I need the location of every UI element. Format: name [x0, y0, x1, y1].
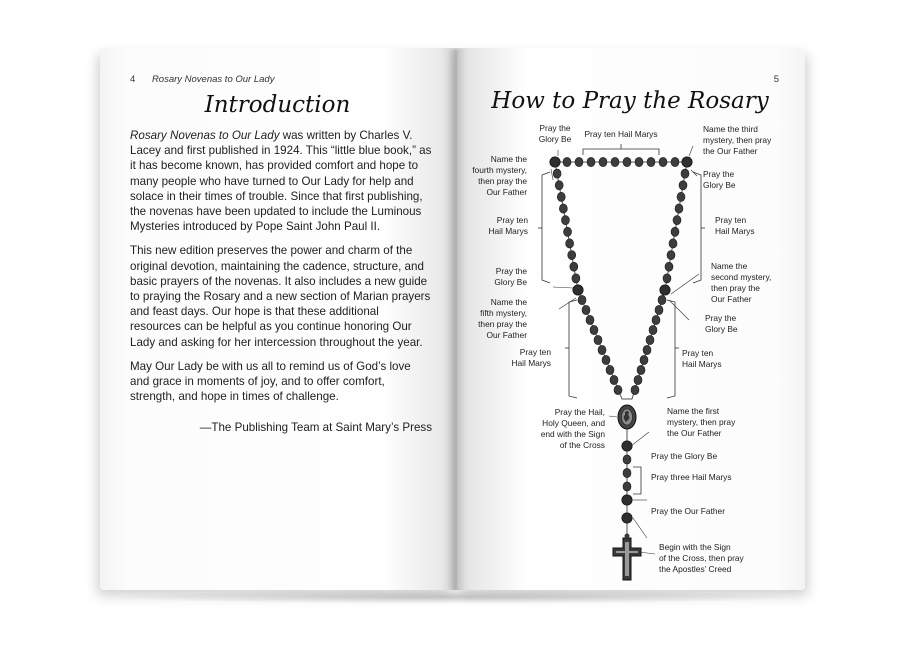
label-hail-holy-queen: Pray the Hail, Holy Queen, and end with the Sign of the Cross [540, 407, 605, 450]
paragraph-3: May Our Lady be with us all to remind us of God’s love and grace in moments of joy, and to offer comfort, strength, and hope in times of challenge. [130, 359, 411, 404]
hail-mary-bead [586, 315, 594, 324]
hail-mary-bead [634, 375, 642, 384]
hail-mary-bead [561, 216, 569, 225]
hail-mary-bead [564, 227, 572, 236]
hail-mary-bead [590, 325, 598, 334]
crucifix-icon [613, 534, 641, 581]
hail-mary-bead [667, 250, 675, 259]
label-ten-left-upper: Pray ten Hail Marys [488, 215, 528, 236]
label-glory-stem: Pray the Glory Be [651, 451, 718, 461]
hail-mary-bead [606, 365, 614, 374]
label-third-mystery: Name the third mystery, then pray the Our Father [703, 124, 772, 156]
hail-mary-bead [659, 157, 667, 166]
left-page-number: 4 [130, 74, 136, 85]
centerpiece-medal [618, 405, 636, 429]
hail-mary-bead [572, 274, 580, 283]
our-father-bead [622, 495, 632, 505]
our-father-bead [682, 157, 692, 167]
rosary-title: How to Pray the Rosary [491, 88, 769, 114]
hail-mary-bead [671, 157, 679, 166]
paragraph-2: This new edition preserves the power and charm of the original devotion, maintaining the cadence, structure, and basic prayers of the novenas. It also includes a new guide to praying the Rosary and a new section of Marian prayers and feast days. Our hope is that these additional resources can be helpful as you continue honoring Our Lady and asking for her intercession throughout the year. [130, 244, 431, 349]
hail-mary-bead [665, 262, 673, 271]
hail-mary-bead [631, 385, 639, 394]
label-second-mystery: Name the second mystery, then pray the Our Father [711, 261, 772, 304]
label-glory-top: Pray the Glory Be [538, 123, 572, 144]
hail-mary-bead [582, 305, 590, 314]
label-glory-right-lower: Pray the Glory Be [705, 313, 738, 334]
hail-mary-bead [649, 325, 657, 334]
hail-mary-bead [681, 169, 689, 178]
hail-mary-bead [671, 227, 679, 236]
hail-mary-bead [635, 157, 643, 166]
hail-mary-bead [575, 157, 583, 166]
label-fifth-mystery: Name the fifth mystery, then pray the Our Father [478, 297, 527, 340]
left-page [100, 48, 455, 590]
signature: —The Publishing Team at Saint Mary’s Press [199, 421, 432, 435]
our-father-bead [550, 157, 560, 167]
hail-mary-bead [673, 216, 681, 225]
hail-mary-bead [623, 455, 631, 464]
right-page-number: 5 [773, 74, 779, 85]
rosary-diagram [455, 48, 805, 590]
label-ten-right-lower: Pray ten Hail Marys [682, 348, 722, 369]
intro-body [130, 128, 432, 445]
label-glory-left: Pray the Glory Be [494, 266, 527, 287]
hail-mary-bead [677, 192, 685, 201]
hail-mary-bead [679, 181, 687, 190]
label-ten-right-upper: Pray ten Hail Marys [715, 215, 755, 236]
our-father-bead [622, 441, 632, 451]
label-glory-right-upper: Pray the Glory Be [703, 169, 736, 190]
our-father-bead [573, 285, 583, 295]
hail-mary-bead [578, 295, 586, 304]
label-three-hail-marys: Pray three Hail Marys [651, 472, 732, 482]
our-father-bead [622, 513, 632, 523]
label-begin: Begin with the Sign of the Cross, then pray the Apostles’ Creed [659, 542, 744, 574]
hail-mary-bead [663, 274, 671, 283]
hail-mary-bead [598, 345, 606, 354]
our-father-bead [660, 285, 670, 295]
label-ten-left-lower: Pray ten Hail Marys [511, 347, 551, 368]
book-shadow [110, 590, 800, 604]
label-fourth-mystery: Name the fourth mystery, then pray the Our Father [472, 154, 527, 197]
hail-mary-bead [614, 385, 622, 394]
hail-mary-bead [669, 239, 677, 248]
running-head-title: Rosary Novenas to Our Lady [151, 74, 275, 85]
hail-mary-bead [587, 157, 595, 166]
hail-mary-bead [652, 315, 660, 324]
hail-mary-bead [675, 204, 683, 213]
hail-mary-bead [594, 335, 602, 344]
hail-mary-bead [553, 169, 561, 178]
hail-mary-bead [646, 335, 654, 344]
hail-mary-bead [557, 192, 565, 201]
hail-mary-bead [637, 365, 645, 374]
hail-mary-bead [568, 250, 576, 259]
hail-mary-bead [559, 204, 567, 213]
hail-mary-bead [623, 468, 631, 477]
hail-mary-bead [611, 157, 619, 166]
hail-mary-bead [555, 181, 563, 190]
label-ten-top: Pray ten Hail Marys [584, 129, 658, 139]
paragraph-1 [130, 128, 432, 234]
hail-mary-bead [655, 305, 663, 314]
instruction-labels [472, 123, 772, 574]
hail-mary-bead [658, 295, 666, 304]
hail-mary-bead [640, 355, 648, 364]
hail-mary-bead [563, 157, 571, 166]
running-head [130, 74, 274, 85]
label-our-father-stem: Pray the Our Father [651, 506, 726, 516]
rosary-beads [550, 157, 692, 523]
hail-mary-bead [566, 239, 574, 248]
hail-mary-bead [623, 157, 631, 166]
page-title: Introduction [204, 92, 351, 118]
hail-mary-bead [610, 375, 618, 384]
hail-mary-bead [647, 157, 655, 166]
hail-mary-bead [599, 157, 607, 166]
label-first-mystery: Name the first mystery, then pray the Our Father [667, 406, 736, 438]
hail-mary-bead [602, 355, 610, 364]
hail-mary-bead [570, 262, 578, 271]
paragraph-1-text: was written by Charles V. Lacey and first published in 1924. This “little blue book,” as it has become known, has provided comfort and hope to many people who have turned to Our Lady for help and solace in their times of trouble. Since that first publishing, the novenas have been updated to include the Luminous Mysteries introduced by Pope Saint John Paul II. [130, 129, 432, 234]
hail-mary-bead [643, 345, 651, 354]
book-title-italic: Rosary Novenas to Our Lady [130, 129, 280, 142]
hail-mary-bead [623, 482, 631, 491]
